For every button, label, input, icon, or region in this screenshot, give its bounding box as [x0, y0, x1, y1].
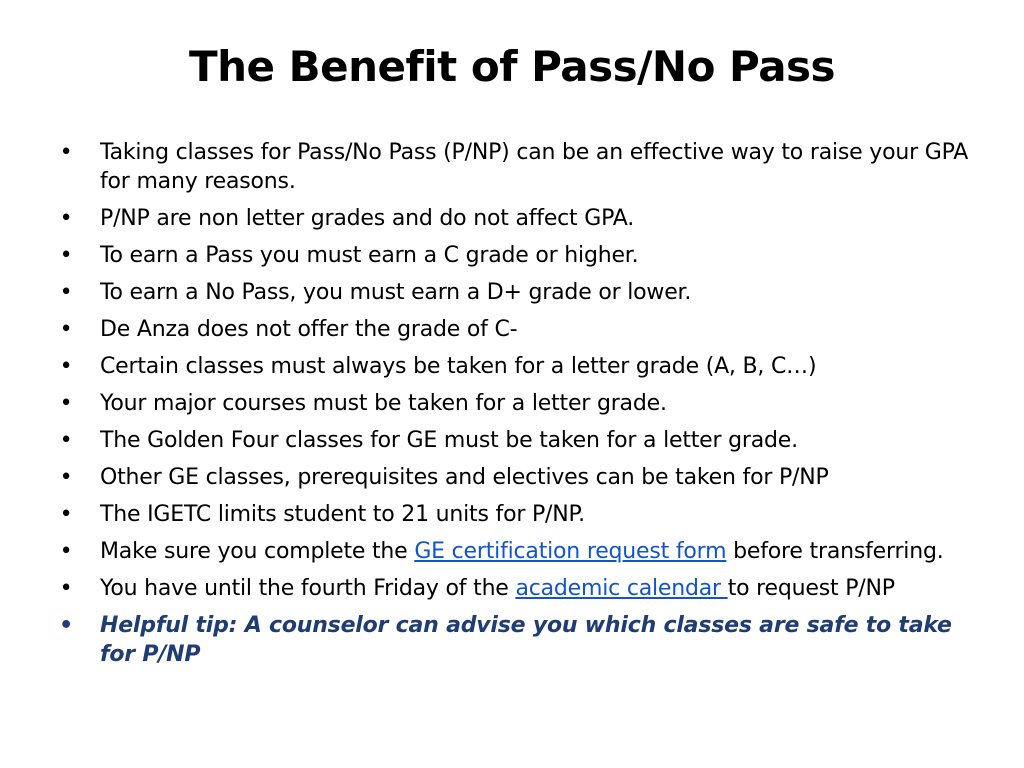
bullet-icon: •	[59, 576, 73, 601]
bullet-icon: •	[59, 280, 73, 305]
bullet-text-before-link: You have until the fourth Friday of the	[100, 576, 516, 601]
academic-calendar-link[interactable]: academic calendar	[515, 576, 728, 601]
bullet-icon: •	[59, 465, 73, 490]
bullet-text: P/NP are non letter grades and do not affect GPA.	[100, 206, 635, 231]
list-item	[52, 352, 982, 381]
bullet-text: Other GE classes, prerequisites and electives can be taken for P/NP	[100, 465, 829, 490]
list-item	[52, 315, 982, 344]
list-item	[52, 241, 982, 270]
bullet-icon: •	[59, 354, 73, 379]
bullet-text: Taking classes for Pass/No Pass (P/NP) can be an effective way to raise your GPA for many reasons.	[100, 140, 969, 194]
helpful-tip-text: Helpful tip: A counselor can advise you which classes are safe to take for P/NP	[100, 613, 952, 667]
list-item	[52, 204, 982, 233]
bullet-icon: •	[59, 243, 73, 268]
bullet-text-before-link: Make sure you complete the	[100, 539, 415, 564]
bullet-icon: •	[59, 391, 73, 416]
bullet-list	[52, 138, 982, 677]
list-item	[52, 500, 982, 529]
slide-title: The Benefit of Pass/No Pass	[188, 42, 836, 91]
bullet-text: The Golden Four classes for GE must be taken for a letter grade.	[100, 428, 798, 453]
bullet-icon: •	[59, 317, 73, 342]
bullet-icon: •	[59, 140, 73, 165]
list-item	[52, 574, 982, 603]
bullet-icon: •	[59, 502, 73, 527]
bullet-text-after-link: to request P/NP	[727, 576, 895, 601]
bullet-icon: •	[59, 613, 73, 638]
list-item	[52, 138, 982, 196]
bullet-text: Your major courses must be taken for a letter grade.	[100, 391, 667, 416]
list-item	[52, 463, 982, 492]
list-item	[52, 537, 982, 566]
list-item	[52, 389, 982, 418]
bullet-text: To earn a Pass you must earn a C grade or higher.	[100, 243, 639, 268]
bullet-text: Certain classes must always be taken for a letter grade (A, B, C…)	[100, 354, 817, 379]
list-item	[52, 278, 982, 307]
bullet-icon: •	[59, 428, 73, 453]
ge-certification-request-form-link[interactable]: GE certification request form	[414, 539, 727, 564]
list-item	[52, 426, 982, 455]
bullet-text: The IGETC limits student to 21 units for P/NP.	[100, 502, 585, 527]
bullet-text: To earn a No Pass, you must earn a D+ grade or lower.	[100, 280, 692, 305]
bullet-text-after-link: before transferring.	[726, 539, 944, 564]
bullet-icon: •	[59, 539, 73, 564]
bullet-text: De Anza does not offer the grade of C-	[100, 317, 518, 342]
helpful-tip-item	[52, 611, 982, 669]
bullet-icon: •	[59, 206, 73, 231]
